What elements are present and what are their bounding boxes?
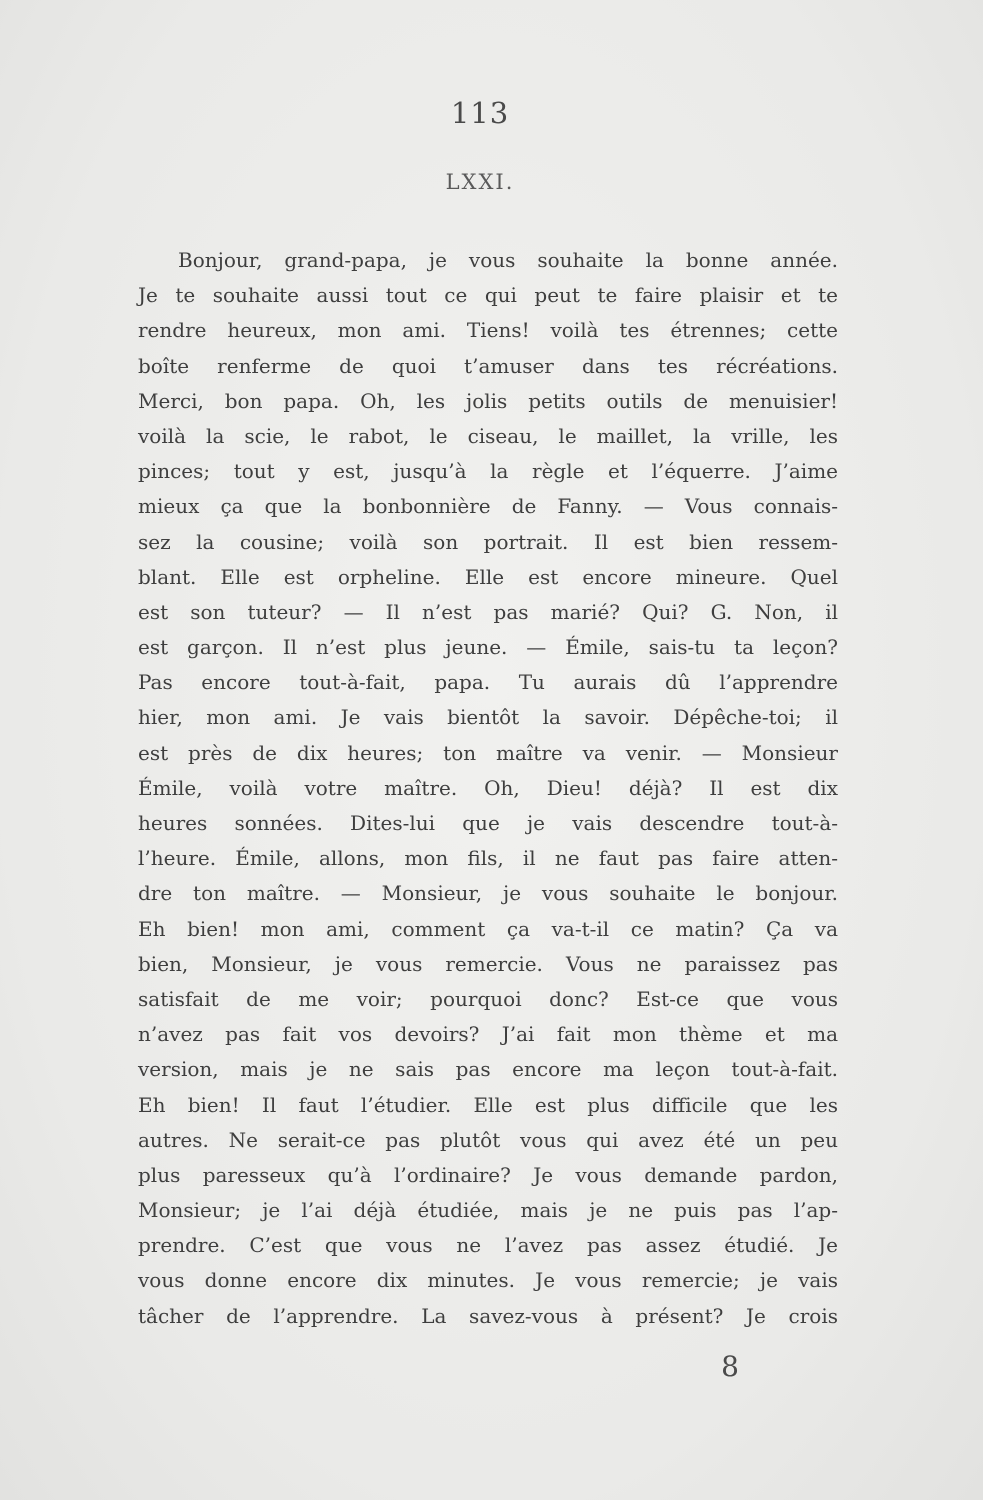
text-line: blant. Elle est orpheline. Elle est encore mineure. Quel xyxy=(138,564,838,589)
text-line: version, mais je ne sais pas encore ma leçon tout-à-fait. xyxy=(138,1057,838,1082)
text-line: voilà la scie, le rabot, le ciseau, le maillet, la vrille, les xyxy=(138,423,838,448)
body-text xyxy=(138,243,838,1334)
page-number: 113 xyxy=(450,96,510,130)
chapter-heading: LXXI. xyxy=(445,170,515,194)
text-line: Bonjour, grand-papa, je vous souhaite la bonne année. xyxy=(178,248,838,272)
text-line: autres. Ne serait-ce pas plutôt vous qui avez été un peu xyxy=(138,1127,838,1152)
text-line: boîte renferme de quoi t’amuser dans tes récréations. xyxy=(138,353,838,378)
text-line: n’avez pas fait vos devoirs? J’ai fait mon thème et ma xyxy=(138,1022,838,1047)
text-line: heures sonnées. Dites-lui que je vais descendre tout-à- xyxy=(138,811,838,835)
text-line: est garçon. Il n’est plus jeune. — Émile, sais-tu ta leçon? xyxy=(138,635,838,660)
text-line: Je te souhaite aussi tout ce qui peut te faire plaisir et te xyxy=(138,283,838,308)
text-line: vous donne encore dix minutes. Je vous remercie; je vais xyxy=(138,1268,838,1293)
text-line: dre ton maître. — Monsieur, je vous souhaite le bonjour. xyxy=(138,881,838,906)
text-line: sez la cousine; voilà son portrait. Il est bien ressem- xyxy=(138,529,838,554)
text-line: plus paresseux qu’à l’ordinaire? Je vous demande pardon, xyxy=(138,1162,838,1187)
text-line: bien, Monsieur, je vous remercie. Vous ne paraissez pas xyxy=(138,951,838,976)
text-line: Émile, voilà votre maître. Oh, Dieu! déjà? Il est dix xyxy=(138,775,838,800)
text-line: mieux ça que la bonbonnière de Fanny. — Vous connais- xyxy=(138,494,838,519)
text-line: tâcher de l’apprendre. La savez-vous à présent? Je crois xyxy=(138,1303,838,1328)
text-line: est son tuteur? — Il n’est pas marié? Qui? G. Non, il xyxy=(138,599,838,624)
text-line: l’heure. Émile, allons, mon fils, il ne faut pas faire atten- xyxy=(138,846,838,871)
text-line: Eh bien! Il faut l’étudier. Elle est plus difficile que les xyxy=(138,1092,838,1117)
text-line: Pas encore tout-à-fait, papa. Tu aurais dû l’apprendre xyxy=(138,670,838,695)
signature-mark: 8 xyxy=(721,1350,739,1383)
text-line: rendre heureux, mon ami. Tiens! voilà tes étrennes; cette xyxy=(138,318,838,343)
text-line: satisfait de me voir; pourquoi donc? Est-ce que vous xyxy=(138,986,838,1011)
text-line: est près de dix heures; ton maître va venir. — Monsieur xyxy=(138,740,838,765)
text-line: pinces; tout y est, jusqu’à la règle et l’équerre. J’aime xyxy=(138,459,838,484)
text-line: Monsieur; je l’ai déjà étudiée, mais je ne puis pas l’ap- xyxy=(138,1198,838,1223)
text-line: hier, mon ami. Je vais bientôt la savoir. Dépêche-toi; il xyxy=(138,705,838,730)
text-line: prendre. C’est que vous ne l’avez pas assez étudié. Je xyxy=(138,1233,838,1258)
text-line: Eh bien! mon ami, comment ça va-t-il ce matin? Ça va xyxy=(138,916,838,941)
text-line: Merci, bon papa. Oh, les jolis petits outils de menuisier! xyxy=(138,388,838,413)
